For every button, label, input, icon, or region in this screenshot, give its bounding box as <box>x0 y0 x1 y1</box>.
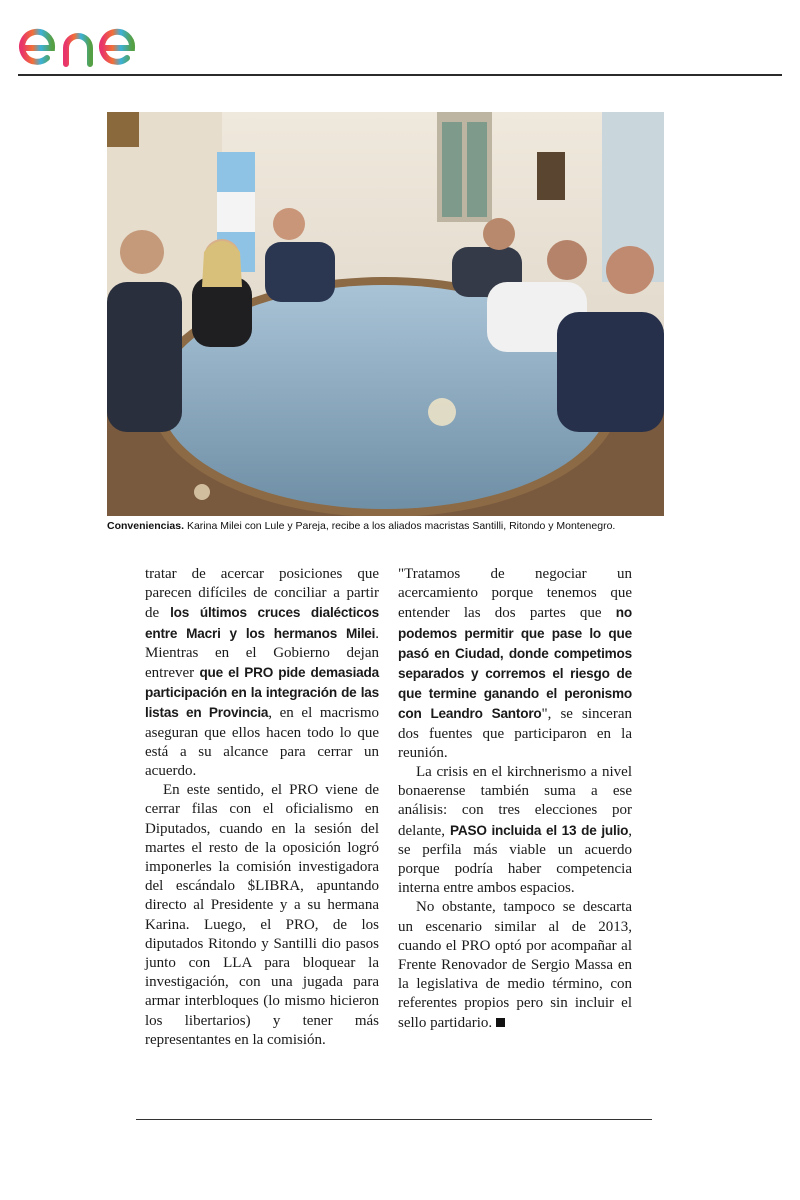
text-run: , se perfila más viable un acuerdo porque podría haber competencia interna entre ambos espacios. <box>398 822 633 897</box>
text-run: No obstante, tampoco se descarta un escenario similar al de 2013, cuando el PRO optó por acompañar al Frente Renovador de Sergio Massa en la legislativa de medio término, con referentes propios pero sin incluir el sello partidario. <box>398 899 632 1031</box>
caption-lead: Conveniencias. <box>107 520 185 532</box>
text-run: . Mientras en el Gobierno dejan entrever <box>145 625 379 682</box>
footer-rule <box>136 1119 652 1120</box>
text-run: tratar de acercar posiciones que parecen difíciles de conciliar a partir de <box>145 566 379 622</box>
bold-run: no podemos permitir que pase lo que pasó en Ciudad, donde competimos separados y corremos el riesgo de que termine ganando el peronismo con Leandro Santoro <box>398 605 632 722</box>
paragraph <box>145 565 379 781</box>
bold-run: los últimos cruces dialécticos entre Macri y los hermanos Milei <box>145 605 379 641</box>
paragraph <box>398 763 632 898</box>
meeting-photo <box>107 112 664 516</box>
text-run: ", se sinceran dos fuentes que participaron en la reunión. <box>398 706 632 761</box>
article-column-left <box>145 565 379 1050</box>
bold-run: PASO incluida el 13 de julio <box>449 822 629 838</box>
text-run: "Tratamos de negociar un acercamiento porque tenemos que entender las dos partes que <box>398 566 632 622</box>
enel-logo <box>18 10 178 70</box>
article-column-right <box>398 565 632 1033</box>
text-run: , en el macrismo aseguran que ellos hacen todo lo que está a su alcance para cerrar un acuerdo. <box>145 705 379 780</box>
text-run: La crisis en el kirchnerismo a nivel bonaerense también suma a ese análisis: con tres elecciones por delante, <box>398 764 632 839</box>
header-rule <box>18 74 782 76</box>
paragraph <box>398 898 632 1032</box>
end-mark-icon <box>496 1018 505 1027</box>
caption-text: Karina Milei con Lule y Pareja, recibe a los aliados macristas Santilli, Ritondo y Montenegro. <box>184 520 616 532</box>
paragraph: En este sentido, el PRO viene de cerrar filas con el oficialismo en Diputados, cuando en la sesión del martes el resto de la oposición logró imponerles la comisión investigadora del escándalo $LIBRA, apuntando directo al Presidente y a su hermana Karina. Luego, el PRO, de los diputados Ritondo y Santilli dio pasos junto con LLA para bloquear la investigación, con una jugada para armar interbloques (lo mismo hicieron los libertarios) y tener más representantes en la comisión. <box>145 782 379 1048</box>
paragraph <box>398 565 632 763</box>
bold-run: que el PRO pide demasiada participación en la integración de las listas en Provincia <box>145 665 379 721</box>
photo-caption <box>107 520 677 532</box>
